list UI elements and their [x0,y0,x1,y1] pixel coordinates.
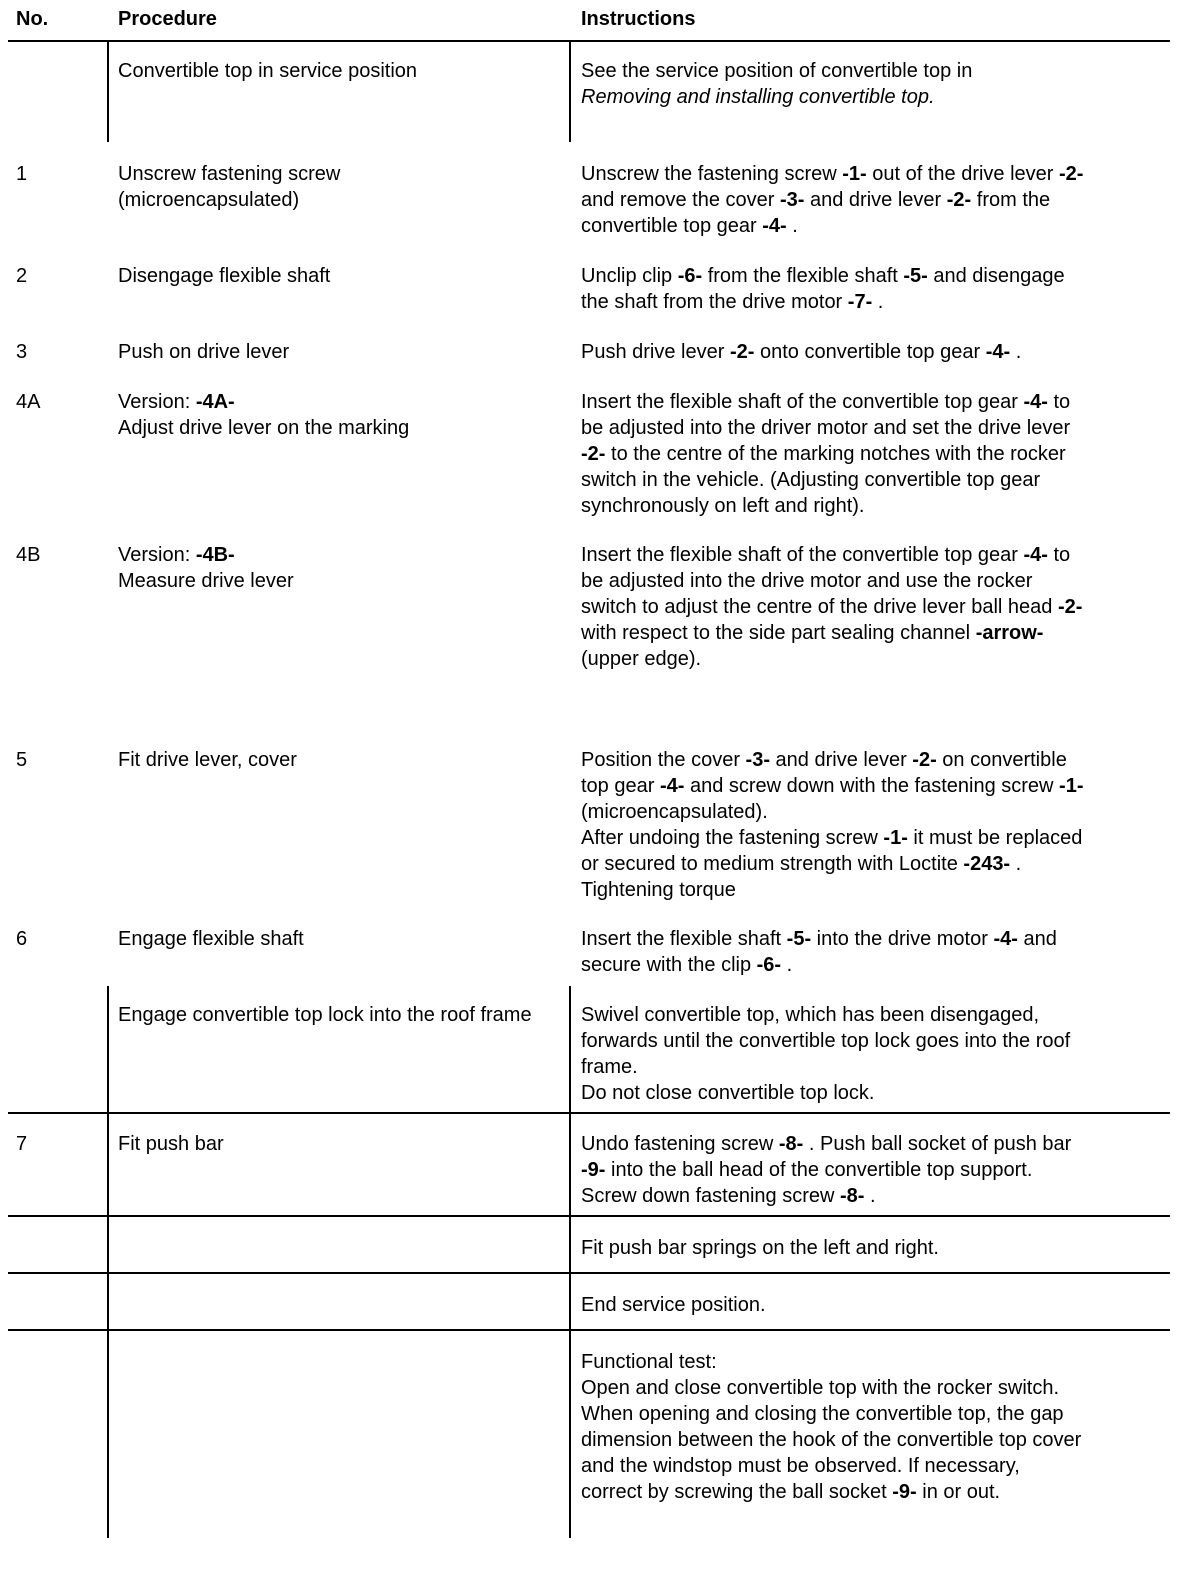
instruction-line: Unclip clip -6- from the flexible shaft -5- and disengage [581,265,1065,287]
row-divider [8,1112,1170,1114]
procedure-text: Adjust drive lever on the marking [118,417,410,439]
procedure-cell: Engage flexible shaft [118,928,304,950]
column-divider [569,42,571,142]
column-header-procedure: Procedure [118,8,217,30]
column-divider [569,986,571,1538]
procedure-cell: Engage convertible top lock into the roof frame [118,1004,532,1026]
step-number: 5 [16,749,28,771]
step-number: 4B [16,544,41,566]
step-number: 7 [16,1133,28,1155]
instruction-line: or secured to medium strength with Loctite -243- . [581,853,1022,875]
procedure-cell: Fit push bar [118,1133,224,1155]
instruction-line: Do not close convertible top lock. [581,1082,875,1104]
procedure-cell: Convertible top in service position [118,60,418,82]
instruction-line: Open and close convertible top with the rocker switch. [581,1377,1060,1399]
procedure-cell: Push on drive lever [118,341,290,363]
instruction-line: be adjusted into the driver motor and set the drive lever [581,417,1071,439]
instruction-line: See the service position of convertible top in [581,60,973,82]
instructions-cell [581,1002,1181,1106]
procedure-version: Version: -4B- [118,544,235,566]
row-divider [8,1329,1170,1331]
instruction-line: Tightening torque [581,879,736,901]
instruction-line: frame. [581,1056,638,1078]
instruction-line: After undoing the fastening screw -1- it must be replaced [581,827,1083,849]
instruction-line: When opening and closing the convertible top, the gap [581,1403,1064,1425]
procedure-text: Measure drive lever [118,570,294,592]
column-header-instructions: Instructions [581,8,696,30]
instructions-cell [581,263,1181,315]
instruction-line: top gear -4- and screw down with the fastening screw -1- [581,775,1084,797]
instruction-line: Insert the flexible shaft of the convertible top gear -4- to [581,544,1071,566]
instruction-line: Functional test: [581,1351,717,1373]
instruction-line: Undo fastening screw -8- . Push ball socket of push bar [581,1133,1072,1155]
column-divider [107,42,109,142]
instruction-line: with respect to the side part sealing channel -arrow- [581,622,1044,644]
instruction-line: and the windstop must be observed. If necessary, [581,1455,1020,1477]
instruction-line: Insert the flexible shaft of the convertible top gear -4- to [581,391,1071,413]
instruction-link[interactable]: Removing and installing convertible top. [581,86,935,108]
procedure-cell [118,389,558,441]
instructions-cell [581,542,1181,672]
instructions-cell [581,747,1181,903]
procedure-cell: Fit drive lever, cover [118,749,297,771]
instructions-cell [581,1131,1181,1209]
instructions-cell [581,926,1181,978]
instruction-line: Insert the flexible shaft -5- into the drive motor -4- and [581,928,1057,950]
procedure-cell [118,542,558,594]
instruction-line: convertible top gear -4- . [581,215,798,237]
instruction-line: (upper edge). [581,648,702,670]
instruction-line: Unscrew the fastening screw -1- out of the drive lever -2- [581,163,1084,185]
procedure-cell: Disengage flexible shaft [118,265,331,287]
instruction-line: be adjusted into the drive motor and use the rocker [581,570,1033,592]
column-divider [107,986,109,1538]
instruction-line: secure with the clip -6- . [581,954,793,976]
instruction-line: and remove the cover -3- and drive lever -2- from the [581,189,1051,211]
step-number: 6 [16,928,28,950]
instructions-cell [581,161,1181,239]
instruction-line: correct by screwing the ball socket -9- in or out. [581,1481,1001,1503]
instructions-cell [581,339,1181,365]
instruction-line: -9- into the ball head of the convertible top support. [581,1159,1033,1181]
instructions-cell [581,1292,1181,1318]
instructions-cell [581,389,1181,519]
step-number: 1 [16,163,28,185]
instructions-cell [581,58,1181,110]
instruction-line: synchronously on left and right). [581,495,865,517]
row-divider [8,1215,1170,1217]
instructions-cell [581,1235,1181,1261]
header-divider [8,40,1170,42]
instruction-line: Swivel convertible top, which has been disengaged, [581,1004,1040,1026]
step-number: 2 [16,265,28,287]
instruction-line: Push drive lever -2- onto convertible top gear -4- . [581,341,1022,363]
instruction-line: switch to adjust the centre of the drive lever ball head -2- [581,596,1083,618]
procedure-cell: Unscrew fastening screw (microencapsulated) [118,163,341,211]
instruction-line: Fit push bar springs on the left and right. [581,1237,939,1259]
instruction-line: -2- to the centre of the marking notches with the rocker [581,443,1066,465]
instruction-line: the shaft from the drive motor -7- . [581,291,884,313]
procedure-version: Version: -4A- [118,391,235,413]
instruction-line: Position the cover -3- and drive lever -2- on convertible [581,749,1067,771]
instruction-line: End service position. [581,1294,766,1316]
instructions-cell [581,1349,1181,1505]
column-header-no: No. [16,8,49,30]
row-divider [8,1272,1170,1274]
step-number: 3 [16,341,28,363]
step-number: 4A [16,391,41,413]
instruction-line: switch in the vehicle. (Adjusting convertible top gear [581,469,1041,491]
instruction-line: forwards until the convertible top lock goes into the roof [581,1030,1071,1052]
instruction-line: Screw down fastening screw -8- . [581,1185,876,1207]
instruction-line: dimension between the hook of the convertible top cover [581,1429,1082,1451]
instruction-line: (microencapsulated). [581,801,768,823]
